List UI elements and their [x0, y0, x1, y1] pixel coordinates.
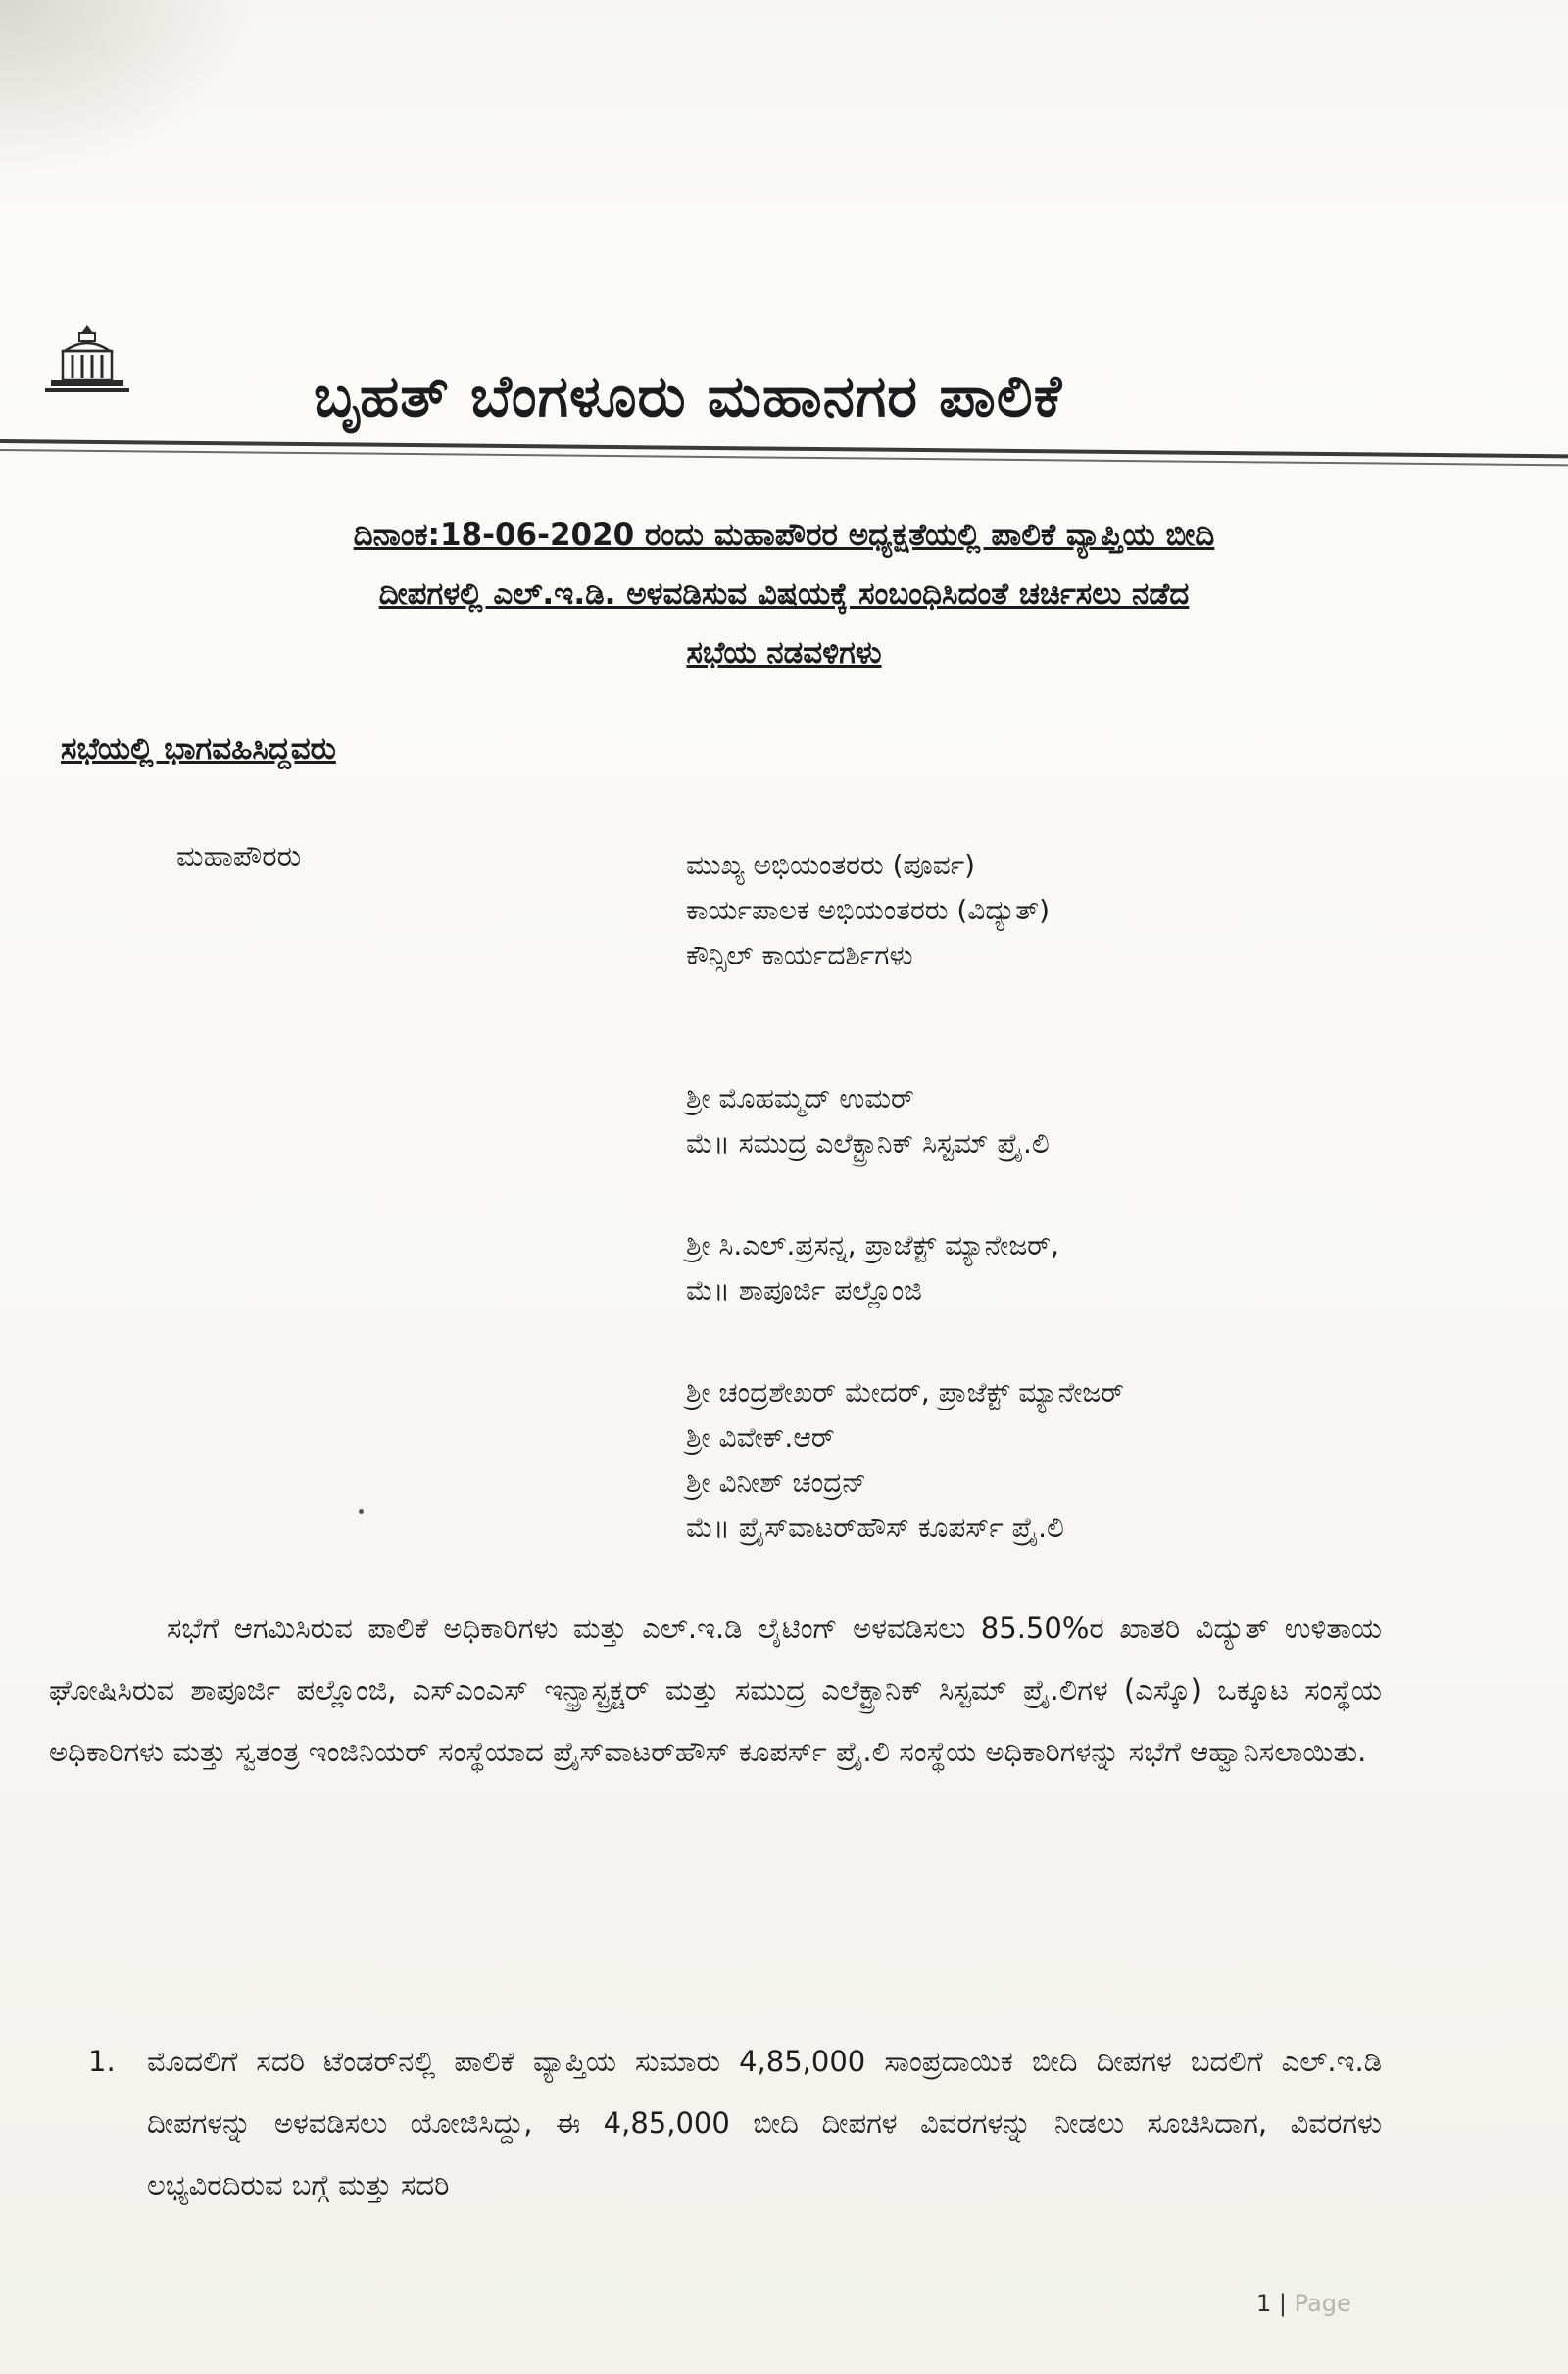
- paper-shadow: [0, 0, 255, 176]
- participant-name: ಶ್ರೀ ವಿನೀಶ್ ಚಂದ್ರನ್: [686, 1466, 867, 1499]
- header-divider: [0, 439, 1568, 458]
- subject-line: ದೀಪಗಳಲ್ಲಿ ಎಲ್.ಇ.ಡಿ. ಅಳವಡಿಸುವ ವಿಷಯಕ್ಕೆ ಸಂಬಂಧಿಸಿದಂತೆ ಚರ್ಚಿಸಲು ನಡೆದ: [378, 576, 1190, 612]
- spacer: [686, 1313, 1392, 1370]
- numbered-item: [88, 2031, 1382, 2216]
- participant-name: ಶ್ರೀ ಮೊಹಮ್ಮದ್ ಉಮರ್: [686, 1082, 914, 1114]
- item-text: ಮೊದಲಿಗೆ ಸದರಿ ಟೆಂಡರ್‌ನಲ್ಲಿ ಪಾಲಿಕೆ ವ್ಯಾಪ್ತಿಯ ಸುಮಾರು 4,85,000 ಸಾಂಪ್ರದಾಯಿಕ ಬೀದಿ ದೀಪಗಳ ಬದಲಿಗೆ ಎಲ್.ಇ.ಡಿ ದೀಪಗಳನ್ನು ಅಳವಡಿಸಲು ಯೋಜಿಸಿದ್ದು, ಈ 4,85,000 ಬೀದಿ ದೀಪಗಳ ವಿವರಗಳನ್ನು ನೀಡಲು ಸೂಚಿಸಿದಾಗ, ವಿವರಗಳು ಲಭ್ಯವಿರದಿರುವ ಬಗ್ಗೆ ಮತ್ತು ಸದರಿ: [147, 2045, 1382, 2201]
- page-separator: |: [1278, 2290, 1288, 2317]
- meeting-subject: [127, 506, 1441, 682]
- subject-line: ಸಭೆಯ ನಡವಳಿಗಳು: [686, 635, 882, 670]
- intro-paragraph: [49, 1598, 1382, 1783]
- subject-line: ದಿನಾಂಕ:18-06-2020 ರಂದು ಮಹಾಪೌರರ ಅಧ್ಯಕ್ಷತೆಯಲ್ಲಿ ಪಾಲಿಕೆ ವ್ಯಾಪ್ತಿಯ ಬೀದಿ: [353, 518, 1215, 553]
- page-number: 1: [1256, 2290, 1272, 2317]
- participant-official: ಕೌನ್ಸಿಲ್ ಕಾರ್ಯದರ್ಶಿಗಳು: [686, 939, 913, 971]
- page-number-footer: [1256, 2290, 1351, 2317]
- spacer: [686, 978, 1392, 1076]
- participant-official: ಕಾರ್ಯಪಾಲಕ ಅಭಿಯಂತರರು (ವಿದ್ಯುತ್): [686, 894, 1051, 926]
- participant-company: ಮೆ॥ ಸಮುದ್ರ ಎಲೆಕ್ಟ್ರಾನಿಕ್ ಸಿಸ್ಟಮ್ ಪ್ರೈ.ಲಿ: [686, 1127, 1050, 1160]
- page-word: Page: [1294, 2290, 1351, 2317]
- participant-name: ಶ್ರೀ ಸಿ.ಎಲ್.ಪ್ರಸನ್ನ, ಪ್ರಾಜೆಕ್ಟ್ ಮ್ಯಾನೇಜರ್,: [686, 1229, 1059, 1261]
- participants-list: [686, 843, 1392, 1551]
- participant-name: ಶ್ರೀ ವಿವೇಕ್.ಆರ್: [686, 1421, 835, 1454]
- intro-text: ಸಭೆಗೆ ಆಗಮಿಸಿರುವ ಪಾಲಿಕೆ ಅಧಿಕಾರಿಗಳು ಮತ್ತು ಎಲ್.ಇ.ಡಿ ಲೈಟಿಂಗ್ ಅಳವಡಿಸಲು 85.50%ರ ಖಾತರಿ ವಿದ್ಯುತ್ ಉಳಿತಾಯ ಘೋಷಿಸಿರುವ ಶಾಪೂರ್ಜಿ ಪಲ್ಲೊಂಜಿ, ಎಸ್‌ಎಂಎಸ್ ಇನ್ಫ್ರಾಸ್ಟ್ರಕ್ಚರ್ ಮತ್ತು ಸಮುದ್ರ ಎಲೆಕ್ಟ್ರಾನಿಕ್ ಸಿಸ್ಟಮ್ ಪ್ರೈ.ಲಿಗಳ (ಎಸ್ಕೊ) ಒಕ್ಕೂಟ ಸಂಸ್ಥೆಯ ಅಧಿಕಾರಿಗಳು ಮತ್ತು ಸ್ವತಂತ್ರ ಇಂಜಿನಿಯರ್ ಸಂಸ್ಥೆಯಾದ ಪ್ರೈಸ್‌ವಾಟರ್‌ಹೌಸ್ ಕೂಪರ್ಸ್ ಪ್ರೈ.ಲಿ ಸಂಸ್ಥೆಯ ಅಧಿಕಾರಿಗಳನ್ನು ಸಭೆಗೆ ಆಹ್ವಾನಿಸಲಾಯಿತು.: [49, 1611, 1382, 1768]
- participant-official: ಮುಖ್ಯ ಅಭಿಯಂತರರು (ಪೂರ್ವ): [686, 849, 976, 881]
- participant-company: ಮೆ॥ ಶಾಪೂರ್ಜಿ ಪಲ್ಲೊಂಜಿ: [686, 1274, 922, 1307]
- participants-heading: ಸಭೆಯಲ್ಲಿ ಭಾಗವಹಿಸಿದ್ದವರು: [61, 731, 336, 767]
- item-number: 1.: [88, 2045, 116, 2078]
- organization-title: ಬೃಹತ್ ಬೆಂಗಳೂರು ಮಹಾನಗರ ಪಾಲಿಕೆ: [314, 363, 1063, 429]
- paper-speck: [359, 1509, 364, 1514]
- participant-name: ಶ್ರೀ ಚಂದ್ರಶೇಖರ್ ಮೇದರ್, ಪ್ರಾಜೆಕ್ಟ್ ಮ್ಯಾನೇಜರ್: [686, 1376, 1125, 1409]
- participant-mayor: ಮಹಾಪೌರರು: [176, 839, 302, 872]
- participant-company: ಮೆ॥ ಪ್ರೈಸ್‌ವಾಟರ್‌ಹೌಸ್ ಕೂಪರ್ಸ್ ಪ್ರೈ.ಲಿ: [686, 1511, 1064, 1544]
- spacer: [686, 1166, 1392, 1223]
- bbmp-building-emblem-icon: [43, 321, 131, 400]
